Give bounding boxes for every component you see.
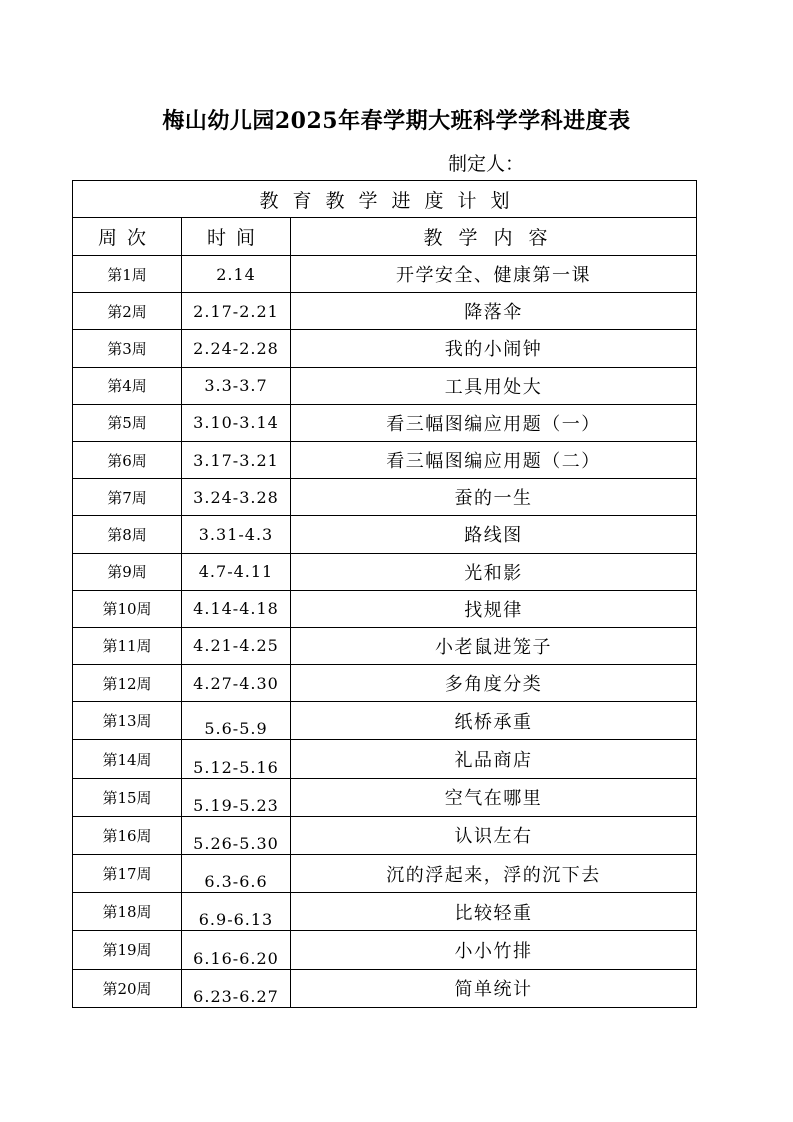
date-cell: 4.14-4.18 (182, 590, 291, 627)
date-cell: 3.17-3.21 (182, 441, 291, 478)
table-row (73, 665, 697, 702)
table-row (73, 893, 697, 931)
week-cell: 第15周 (73, 778, 182, 816)
week-cell: 第18周 (73, 893, 182, 931)
date-cell: 3.10-3.14 (182, 404, 291, 441)
week-cell: 第7周 (73, 479, 182, 516)
topic-cell: 找规律 (291, 590, 697, 627)
week-cell: 第19周 (73, 931, 182, 969)
table-row (73, 740, 697, 778)
week-cell: 第4周 (73, 367, 182, 404)
week-cell: 第3周 (73, 330, 182, 367)
week-cell: 第9周 (73, 553, 182, 590)
week-cell: 第12周 (73, 665, 182, 702)
topic-cell: 看三幅图编应用题（二） (291, 441, 697, 478)
topic-cell: 路线图 (291, 516, 697, 553)
topic-cell: 纸桥承重 (291, 702, 697, 740)
date-cell: 3.24-3.28 (182, 479, 291, 516)
author-label: 制定人： (448, 153, 525, 175)
week-cell: 第5周 (73, 404, 182, 441)
topic-cell: 我的小闹钟 (291, 330, 697, 367)
week-cell: 第1周 (73, 256, 182, 293)
document-title: 梅山幼儿园2025年春学期大班科学学科进度表 (162, 108, 631, 134)
table-row (73, 778, 697, 816)
week-cell: 第6周 (73, 441, 182, 478)
table-row (73, 816, 697, 854)
table-row (73, 627, 697, 664)
topic-cell: 礼品商店 (291, 740, 697, 778)
column-header-row (73, 218, 697, 256)
schedule-table (72, 180, 697, 1008)
date-cell: 5.26-5.30 (182, 816, 291, 854)
date-cell: 6.9-6.13 (182, 893, 291, 931)
week-cell: 第11周 (73, 627, 182, 664)
week-cell: 第14周 (73, 740, 182, 778)
schedule-body (73, 256, 697, 1008)
header-date: 时间 (182, 218, 291, 256)
week-cell: 第17周 (73, 855, 182, 893)
date-cell: 6.23-6.27 (182, 969, 291, 1007)
date-cell: 2.17-2.21 (182, 293, 291, 330)
table-row (73, 367, 697, 404)
week-cell: 第13周 (73, 702, 182, 740)
topic-cell: 沉的浮起来，浮的沉下去 (291, 855, 697, 893)
date-cell: 2.14 (182, 256, 291, 293)
plan-heading-row (73, 181, 697, 218)
table-row (73, 969, 697, 1007)
topic-cell: 多角度分类 (291, 665, 697, 702)
week-cell: 第10周 (73, 590, 182, 627)
week-cell: 第8周 (73, 516, 182, 553)
topic-cell: 光和影 (291, 553, 697, 590)
topic-cell: 简单统计 (291, 969, 697, 1007)
date-cell: 6.3-6.6 (182, 855, 291, 893)
date-cell: 2.24-2.28 (182, 330, 291, 367)
table-row (73, 441, 697, 478)
week-cell: 第20周 (73, 969, 182, 1007)
table-row (73, 516, 697, 553)
week-cell: 第16周 (73, 816, 182, 854)
table-row (73, 330, 697, 367)
date-cell: 4.7-4.11 (182, 553, 291, 590)
table-row (73, 479, 697, 516)
table-row (73, 293, 697, 330)
table-row (73, 855, 697, 893)
topic-cell: 工具用处大 (291, 367, 697, 404)
date-cell: 3.31-4.3 (182, 516, 291, 553)
topic-cell: 比较轻重 (291, 893, 697, 931)
topic-cell: 开学安全、健康第一课 (291, 256, 697, 293)
topic-cell: 小小竹排 (291, 931, 697, 969)
topic-cell: 看三幅图编应用题（一） (291, 404, 697, 441)
topic-cell: 蚕的一生 (291, 479, 697, 516)
table-row (73, 590, 697, 627)
plan-heading: 教育教学进度计划 (73, 181, 697, 218)
date-cell: 5.12-5.16 (182, 740, 291, 778)
date-cell: 4.27-4.30 (182, 665, 291, 702)
date-cell: 5.19-5.23 (182, 778, 291, 816)
table-row (73, 553, 697, 590)
date-cell: 4.21-4.25 (182, 627, 291, 664)
header-week: 周次 (73, 218, 182, 256)
topic-cell: 空气在哪里 (291, 778, 697, 816)
table-row (73, 702, 697, 740)
date-cell: 6.16-6.20 (182, 931, 291, 969)
topic-cell: 降落伞 (291, 293, 697, 330)
table-row (73, 404, 697, 441)
topic-cell: 小老鼠进笼子 (291, 627, 697, 664)
date-cell: 3.3-3.7 (182, 367, 291, 404)
date-cell: 5.6-5.9 (182, 702, 291, 740)
week-cell: 第2周 (73, 293, 182, 330)
topic-cell: 认识左右 (291, 816, 697, 854)
header-topic: 教学内容 (291, 218, 697, 256)
table-row (73, 256, 697, 293)
table-row (73, 931, 697, 969)
